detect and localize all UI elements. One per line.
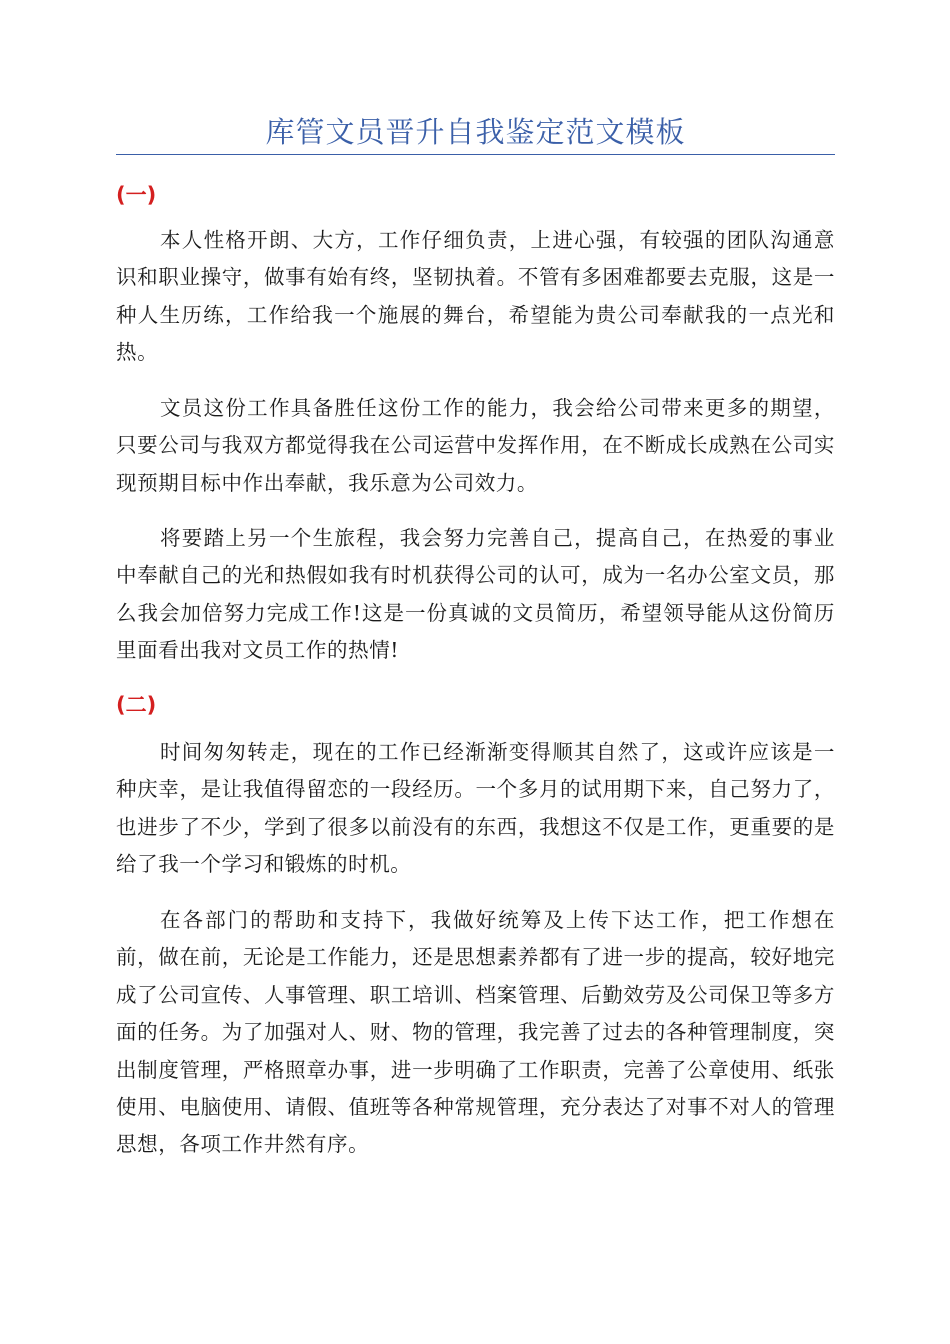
section-heading-2: (二) <box>116 693 157 717</box>
paragraph-2-2: 在各部门的帮助和支持下，我做好统筹及上传下达工作，把工作想在前，做在前，无论是工作能力，还是思想素养都有了进一步的提高，较好地完成了公司宣传、人事管理、职工培训、档案管理、后勤效劳及公司保卫等多方面的任务。为了加强对人、财、物的管理，我完善了过去的各种管理制度，突出制度管理，严格照章办事，进一步明确了工作职责，完善了公章使用、纸张使用、电脑使用、请假、值班等各种常规管理，充分表达了对事不对人的管理思想，各项工作井然有序。 <box>116 908 835 1157</box>
paragraph-1-3: 将要踏上另一个生旅程，我会努力完善自己，提高自己，在热爱的事业中奉献自己的光和热假如我有时机获得公司的认可，成为一名办公室文员，那么我会加倍努力完成工作!这是一份真诚的文员简历，希望领导能从这份简历里面看出我对文员工作的热情! <box>116 526 835 663</box>
title-underline <box>116 154 835 155</box>
paragraph-1-1: 本人性格开朗、大方，工作仔细负责，上进心强，有较强的团队沟通意识和职业操守，做事有始有终，坚韧执着。不管有多困难都要去克服，这是一种人生历练，工作给我一个施展的舞台，希望能为贵公司奉献我的一点光和热。 <box>116 228 835 365</box>
document-title: 库管文员晋升自我鉴定范文模板 <box>265 115 686 149</box>
paragraph-1-2: 文员这份工作具备胜任这份工作的能力，我会给公司带来更多的期望，只要公司与我双方都觉得我在公司运营中发挥作用，在不断成长成熟在公司实现预期目标中作出奉献，我乐意为公司效力。 <box>116 396 835 495</box>
paragraph-2-1: 时间匆匆转走，现在的工作已经渐渐变得顺其自然了，这或许应该是一种庆幸，是让我值得留恋的一段经历。一个多月的试用期下来，自己努力了，也进步了不少，学到了很多以前没有的东西，我想这不仅是工作，更重要的是给了我一个学习和锻炼的时机。 <box>116 740 835 877</box>
section-heading-1: (一) <box>116 183 157 207</box>
